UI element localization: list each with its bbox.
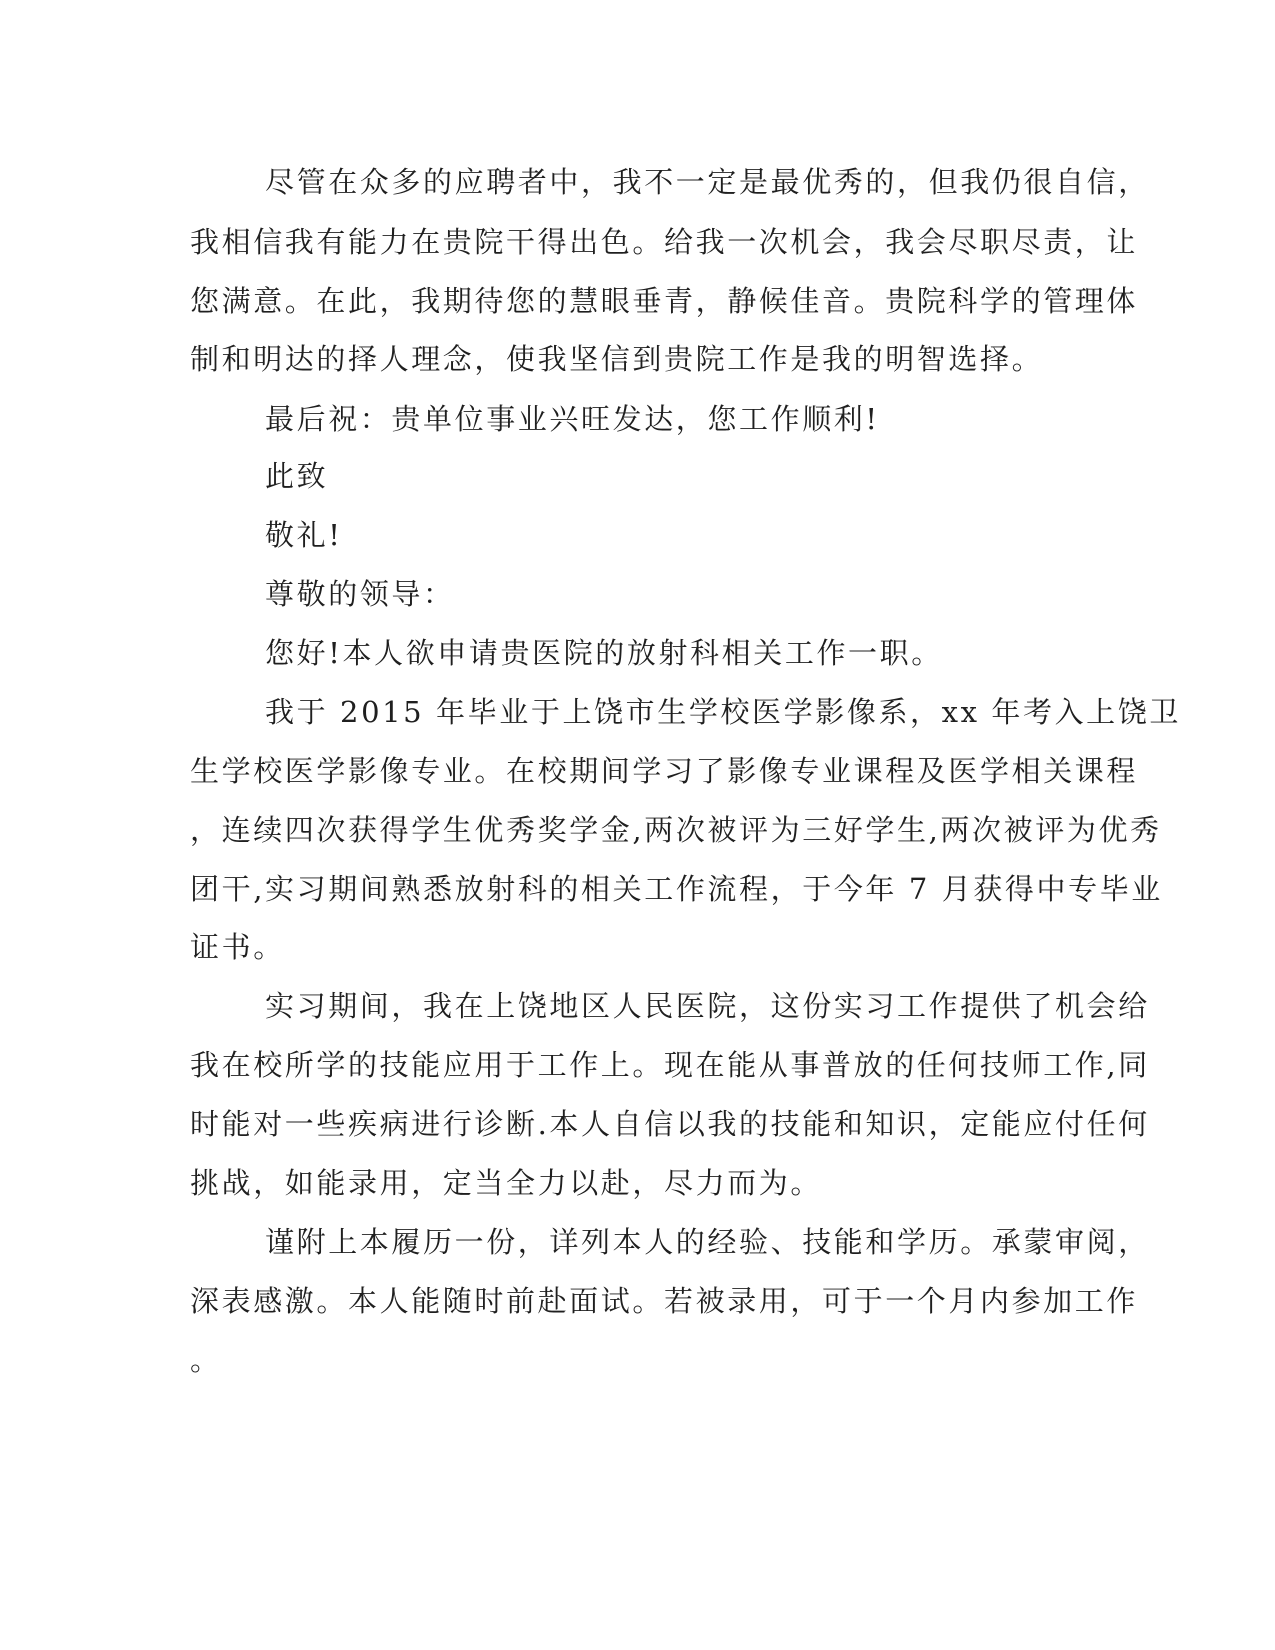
text-line: 您满意。在此，我期待您的慧眼垂青，静候佳音。贵院科学的管理体 (190, 284, 1139, 318)
text-line: 深表感激。本人能随时前赴面试。若被录用，可于一个月内参加工作 (190, 1284, 1139, 1318)
text-line: 谨附上本履历一份，详列本人的经验、技能和学历。承蒙审阅， (265, 1225, 1150, 1259)
closing-respect: 敬礼! (265, 518, 343, 552)
letter-greeting: 尊敬的领导： (265, 577, 455, 611)
text-line: 最后祝：贵单位事业兴旺发达，您工作顺利! (265, 402, 880, 436)
text-line: ，连续四次获得学生优秀奖学金,两次被评为三好学生,两次被评为优秀 (190, 813, 1162, 847)
text-line: 时能对一些疾病进行诊断.本人自信以我的技能和知识，定能应付任何 (190, 1107, 1150, 1141)
text-line: 证书。 (190, 930, 285, 964)
text-line: 我在校所学的技能应用于工作上。现在能从事普放的任何技师工作,同 (190, 1048, 1150, 1082)
text-line: 实习期间，我在上饶地区人民医院，这份实习工作提供了机会给 (265, 989, 1150, 1023)
text-line: 尽管在众多的应聘者中，我不一定是最优秀的，但我仍很自信， (265, 165, 1150, 199)
text-line: 生学校医学影像专业。在校期间学习了影像专业课程及医学相关课程 (190, 754, 1139, 788)
text-line: 我于 2015 年毕业于上饶市生学校医学影像系，xx 年考入上饶卫 (265, 695, 1181, 729)
closing-salutation: 此致 (265, 459, 329, 493)
text-line: 我相信我有能力在贵院干得出色。给我一次机会，我会尽职尽责，让 (190, 225, 1139, 259)
text-line: 团干,实习期间熟悉放射科的相关工作流程，于今年 7 月获得中专毕业 (190, 872, 1163, 906)
text-line: 制和明达的择人理念，使我坚信到贵院工作是我的明智选择。 (190, 342, 1044, 376)
text-line: 挑战，如能录用，定当全力以赴，尽力而为。 (190, 1166, 823, 1200)
text-line: 。 (190, 1343, 222, 1377)
text-line: 您好!本人欲申请贵医院的放射科相关工作一职。 (265, 636, 943, 670)
